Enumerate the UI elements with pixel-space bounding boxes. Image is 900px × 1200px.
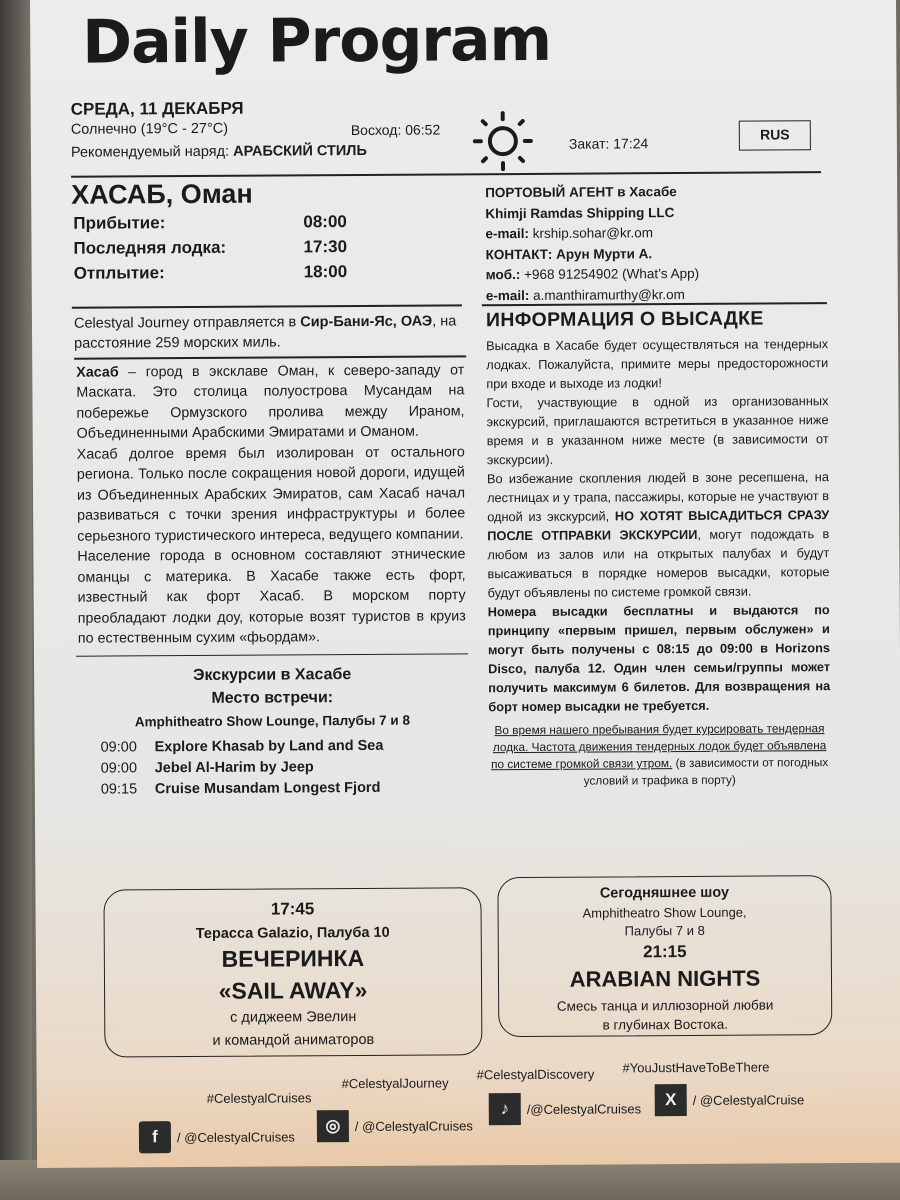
sun-icon (471, 109, 535, 173)
emphasis: НО ХОТЯТ ВЫСАДИТЬСЯ СРАЗУ ПОСЛЕ ОТПРАВКИ ЭКСКУРСИИ (487, 507, 830, 544)
tonight-show-box (497, 875, 832, 1037)
disembarkation-info (486, 334, 830, 716)
excursion-item (101, 735, 469, 758)
excursion-time: 09:15 (100, 781, 138, 798)
divider (72, 304, 462, 308)
social-handle[interactable]: / @CelestyalCruises (354, 1117, 473, 1134)
time-row-arrival (73, 212, 373, 239)
social-handle[interactable]: / @CelestyalCruise (692, 1091, 805, 1108)
dress-code-value: АРАБСКИЙ СТИЛЬ (233, 142, 367, 160)
journey-text: , на расстояние 259 морских миль. (74, 313, 457, 352)
page-title: Daily Program (82, 4, 552, 78)
background-edge (0, 0, 32, 1200)
time-value: 17:30 (303, 237, 348, 257)
social-handle[interactable]: /@CelestyalCruises (526, 1100, 642, 1117)
journey-note (74, 309, 466, 357)
excursions-title: Экскурсии в Хасабе (192, 666, 352, 685)
right-column (486, 307, 831, 790)
email-label: e-mail: (485, 287, 530, 303)
instagram-icon: ◎ (317, 1110, 349, 1142)
excursion-name: Jebel Al-Harim by Jeep (154, 759, 314, 777)
excursion-item (101, 777, 469, 800)
mobile-number[interactable]: +968 91254902 (What’s App) (524, 265, 700, 282)
paragraph-text: – город в эксклаве Оман, к северо-западу от Маската. Это столица полуострова Мусандам на побережье Ормузского пролива между Ираном, Объединенными Арабскими Эмиратами и Оманом. (76, 361, 465, 442)
party-time: 17:45 (270, 899, 315, 919)
excursion-time: 09:00 (100, 739, 137, 756)
sunset: Закат: 17:24 (568, 135, 649, 152)
contact-label: КОНТАКТ: (485, 246, 553, 262)
hashtag: #CelestyalCruises (206, 1090, 312, 1106)
sail-away-party-box (103, 887, 482, 1057)
party-title: ВЕЧЕРИНКА (221, 944, 365, 972)
party-description: и командой аниматоров (212, 1031, 375, 1049)
show-description: в глубинах Востока. (602, 1016, 728, 1033)
social-facebook[interactable] (139, 1120, 295, 1153)
show-description: Смесь танца и иллюзорной любви (556, 997, 774, 1014)
weather: Солнечно (19°C - 27°C) (70, 120, 229, 138)
paragraph-text: , могут подождать в любом из залов или на открытых палубах и будут высаживаться в порядке номеров высадки, которые будут объявлены по системе громкой связи. (487, 526, 830, 601)
paragraph: Гости, участвующие в одной из организованных экскурсий, приглашаются встретиться в указанное ниже время и в указанном ниже месте (в зависимости от экскурсии). (486, 393, 829, 468)
mobile-label: моб.: (485, 267, 521, 283)
port-description (74, 357, 468, 655)
dress-code (71, 143, 367, 161)
paragraph: Номера высадки бесплатны и выдаются по принципу «первым пришел, первым обслужен» и могут быть получены с 08:15 до 09:00 в Horizons Disco, палуба 12. Один член семьи/группы может получить максимум 6 билетов. Для возвращения на борт номер высадки не требуется. (487, 602, 831, 715)
tender-note-underlined: Во время нашего пребывания будет курсировать тендерная лодка. Частота движения тендерных лодок будет объявлена по системе громкой связи утром. (491, 721, 827, 772)
hashtag: #YouJustHaveToBeThere (622, 1059, 770, 1076)
meeting-point: Amphitheatro Show Lounge, Палубы 7 и 8 (134, 712, 410, 730)
port-agent (485, 182, 699, 306)
show-decks: Палубы 7 и 8 (624, 922, 705, 939)
show-heading: Сегодняшнее шоу (599, 884, 730, 902)
paragraph (76, 360, 464, 444)
paragraph (487, 467, 830, 602)
excursion-item (101, 756, 469, 779)
paragraph: Хасаб долгое время был изолирован от остального региона. Только после сокращения новой дороги, идущей из Объединенных Арабских Эмиратов, сам Хасаб начал развиваться с точки зрения инфраструктуры и более серьезного туристического интереса, ведущего компании. (76, 443, 466, 545)
time-row-departure (74, 262, 374, 289)
social-instagram[interactable] (317, 1109, 473, 1142)
time-label: Последняя лодка: (73, 237, 227, 258)
hashtag: #CelestyalJourney (341, 1075, 449, 1092)
time-value: 08:00 (303, 212, 347, 232)
social-tiktok[interactable] (489, 1092, 642, 1125)
lead-word: Хасаб (76, 363, 119, 381)
agent-company: Khimji Ramdas Shipping LLC (485, 204, 675, 221)
daily-program-sheet (30, 0, 900, 1168)
party-description: с диджеем Эвелин (230, 1009, 357, 1026)
excursions-header (76, 662, 468, 729)
port-times (73, 212, 373, 289)
time-value: 18:00 (303, 262, 348, 282)
tender-note (488, 720, 830, 790)
party-venue: Терасса Galazio, Палуба 10 (195, 924, 390, 943)
social-x[interactable] (655, 1083, 805, 1116)
paragraph: Высадка в Хасабе будет осуществляться на тендерных лодках. Пожалуйста, примите меры предосторожности при входе и выходе из лодки! (486, 336, 829, 392)
tiktok-icon: ♪ (489, 1093, 521, 1125)
excursion-name: Cruise Musandam Longest Fjord (154, 779, 381, 798)
disembarkation-title: ИНФОРМАЦИЯ О ВЫСАДКЕ (485, 307, 764, 332)
divider (71, 171, 821, 177)
journey-text: Celestyal Journey отправляется в (73, 314, 301, 332)
excursion-time: 09:00 (100, 760, 138, 777)
x-icon: X (655, 1084, 687, 1116)
sunrise: Восход: 06:52 (350, 121, 441, 139)
dress-code-label: Рекомендуемый наряд: (70, 143, 230, 161)
next-destination: Сир-Бани-Яс, ОАЭ (300, 313, 433, 331)
contact-name: Арун Мурти А. (556, 245, 653, 262)
party-subtitle: «SAIL AWAY» (218, 976, 368, 1004)
hashtag: #CelestyalDiscovery (476, 1066, 595, 1083)
port-name: ХАСАБ, Оман (71, 178, 253, 210)
email-label: e-mail: (485, 225, 529, 242)
show-name: ARABIAN NIGHTS (569, 965, 761, 992)
time-label: Прибытие: (73, 213, 166, 233)
show-time: 21:15 (643, 942, 687, 962)
facebook-icon: f (139, 1121, 171, 1153)
agent-email[interactable]: krship.sohar@kr.om (532, 225, 654, 241)
contact-email[interactable]: a.manthiramurthy@kr.om (533, 286, 685, 303)
time-label: Отплытие: (73, 263, 165, 283)
paragraph-text: Во избежание скопления людей в зоне ресепшена, на лестницах и у трапа, пассажиры, которые не участвуют в одной из экскурсий, (486, 469, 830, 525)
date: СРЕДА, 11 ДЕКАБРЯ (70, 98, 244, 119)
time-row-last-boat (73, 237, 373, 264)
left-column (74, 309, 469, 800)
language-badge: RUS (739, 120, 811, 150)
tender-note-text: (в зависимости от погодных условий и трафика в порту) (583, 755, 829, 788)
agent-title: ПОРТОВЫЙ АГЕНТ в Хасабе (485, 184, 677, 201)
excursion-list (77, 735, 469, 800)
social-handle[interactable]: / @CelestyalCruises (176, 1128, 295, 1145)
paragraph: Население города в основном составляют этнические оманцы с материка. В Хасабе также есть форт, известный как форт Хасаб. В морском порту преобладают лодки доу, которые возят туристов в круиз по естественным сухим «фьордам». (77, 546, 466, 647)
excursion-name: Explore Khasab by Land and Sea (154, 737, 384, 756)
meeting-point-label: Место встречи: (211, 689, 334, 707)
show-venue: Amphitheatro Show Lounge, (582, 904, 747, 921)
